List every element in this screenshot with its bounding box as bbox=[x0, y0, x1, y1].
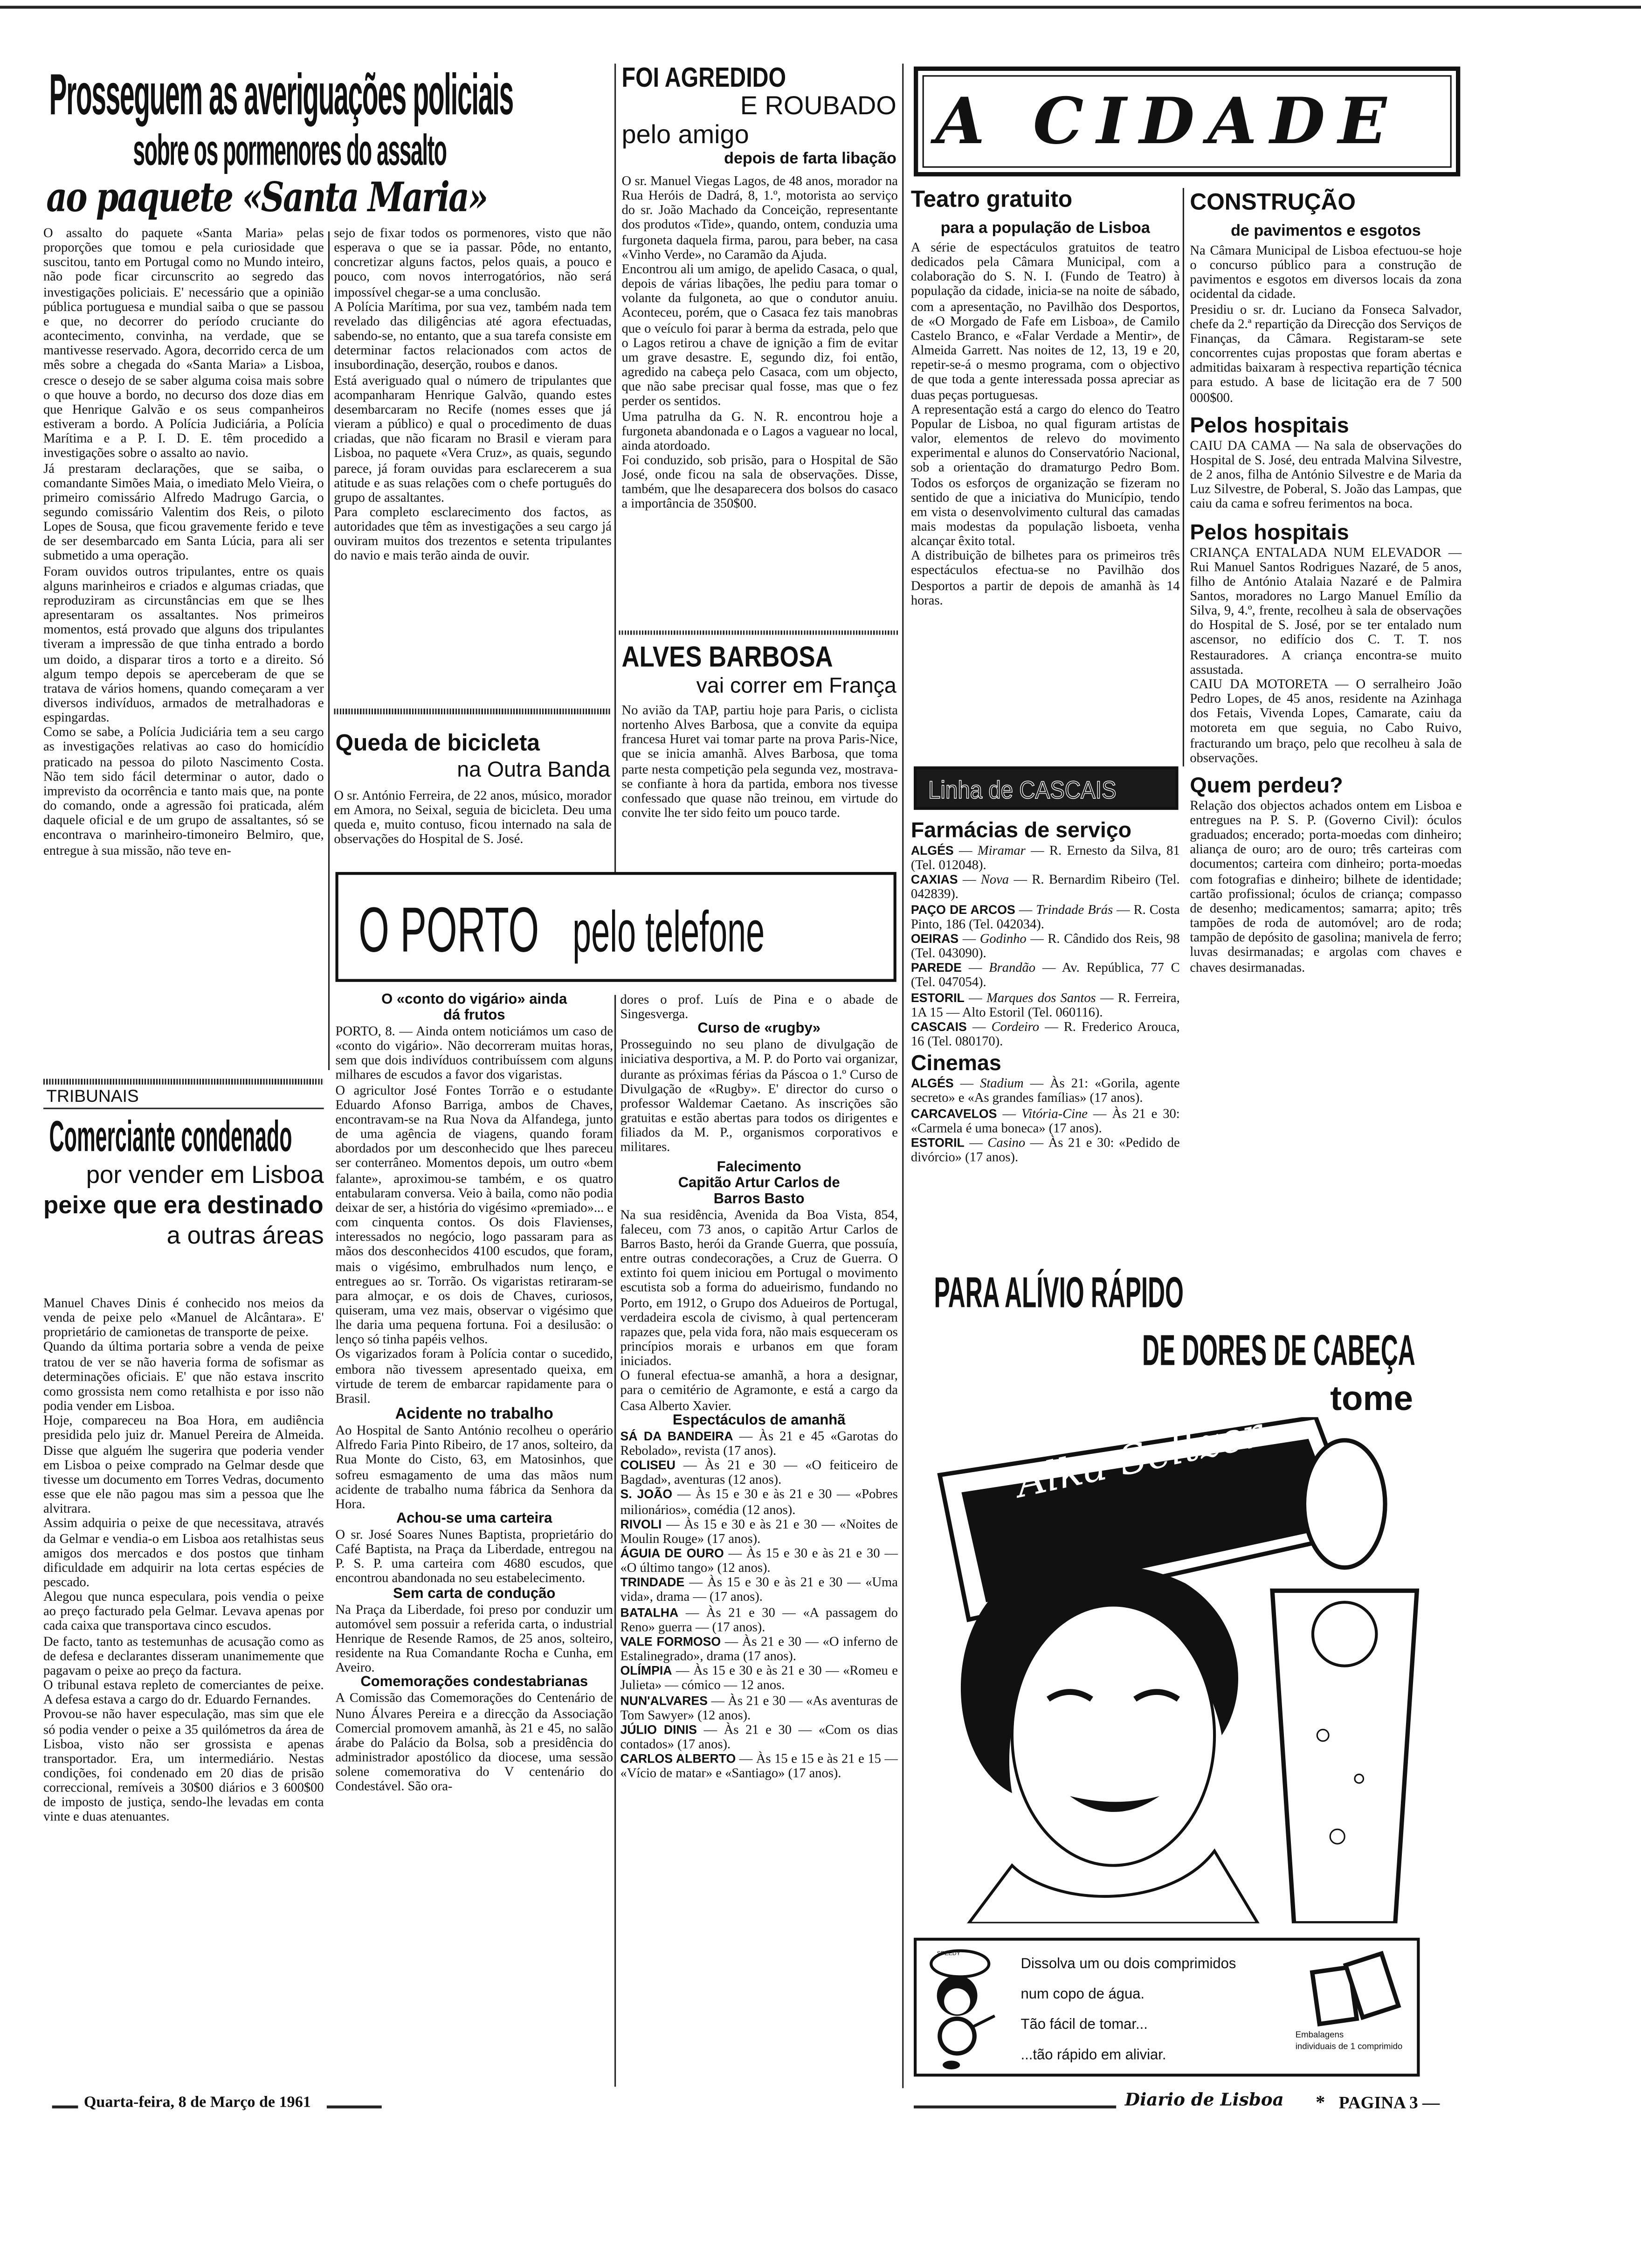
item-text: — Às 21 e 30 — «As aventuras de Tom Sawyer» (12 anos). bbox=[620, 1693, 898, 1722]
item-name: ALGÉS bbox=[910, 1076, 954, 1091]
list-item: ALGÉS — Miramar — R. Ernesto da Silva, 81 (Tel. 012048). bbox=[910, 843, 1180, 872]
item-venue: Stadium bbox=[980, 1076, 1024, 1091]
teatro-article bbox=[911, 188, 1180, 607]
ad-line-1: Dissolva um ou dois comprimidos bbox=[1020, 1957, 1236, 1973]
espectaculos-list bbox=[620, 1428, 897, 1781]
headline-line-1: Prosseguem as averiguações policiais bbox=[49, 63, 513, 127]
alka-seltzer-ad bbox=[911, 1229, 1460, 2085]
item-name: ESTORIL bbox=[910, 990, 965, 1005]
column-rule bbox=[1183, 188, 1184, 767]
footer-rule bbox=[327, 2105, 382, 2108]
item-text: — Às 15 e 30 e às 21 e 30 — «O último tango» (12 anos). bbox=[620, 1546, 898, 1575]
item-text: — Às 21 e 30 — «A passagem do Reno» guerra — (17 anos). bbox=[620, 1604, 898, 1634]
hosp1-body: CAIU DA CAMA — Na sala de observações do Hospital de S. José, deu entrada Malvina Silvestre, de 2 anos, filha de António Silvestre e de Maria da Luz Silvestre, de Poberal, S. João das Lampas, que caiu da cama e sofreu ferimentos na boca. bbox=[1190, 437, 1462, 511]
column-rule bbox=[328, 231, 330, 1070]
agredido-body: O sr. Manuel Viegas Lagos, de 48 anos, morador na Rua Heróis de Dadrá, 8, 1.º, motorista ao serviço do sr. João Machado da Conceição, representante dos produtos «Tide», quando, ontem, conduzia uma furgoneta daquela firma, parou, para beber, na casa «Vinho Verde», no Caramão da Ajuda. Encontrou ali um amigo, de apelido Casaca, o qual, depois de várias libações, lhe pediu para tomar o volante da fulgoneta, ao que o condutor anuiu. Aconteceu, porém, que o Casaca fez tais manobras que o veículo foi parar à berma da estrada, pelo que o Lagos retirou a chave de ignição a fim de evitar um grave desastre. E, segundo diz, foi então, agredido na cabeça pelo Casaca, com um objecto, que não sabe precisar qual fosse, mas que o fez perder os sentidos. Uma patrulha da G. N. R. encontrou hoje a furgoneta abandonada e o Lagos a vaguear no local, ainda atordoado. Foi conduzido, sob prisão, para o Hospital de São José, onde ficou na sala de observações. Disse, também, que lhe desaparecera dos bolsos do casaco a importância de 350$00. bbox=[621, 173, 898, 512]
porto-banner-word-2: pelo telefone bbox=[572, 901, 765, 965]
footer-rule bbox=[52, 2105, 78, 2108]
item-venue: Brandão bbox=[989, 961, 1036, 975]
divider bbox=[43, 1079, 324, 1085]
woman-face-icon bbox=[961, 1565, 1258, 1923]
item-venue: Nova bbox=[980, 872, 1009, 887]
ad-line-4: ...tão rápido em aliviar. bbox=[1020, 2047, 1166, 2064]
footer-date: Quarta-feira, 8 de Março de 1961 bbox=[83, 2094, 311, 2111]
porto-sub-acidente: Acidente no trabalho bbox=[395, 1405, 553, 1423]
item-text: — Às 15 e 30 e às 21 e 30 — «Noites de Moulin Rouge» (17 anos). bbox=[620, 1516, 898, 1546]
column-rule bbox=[614, 995, 616, 2087]
item-name: RIVOLI bbox=[620, 1516, 662, 1531]
divider bbox=[43, 1108, 324, 1109]
list-item bbox=[620, 1604, 897, 1634]
list-item bbox=[620, 1487, 897, 1516]
divider bbox=[619, 630, 899, 635]
tribunais-body: Manuel Chaves Dinis é conhecido nos meios da venda de peixe pelo «Manuel de Alcântara». E' proprietário de camionetas de transporte de peixe. Quando da última portaria sobre a venda de peixe tratou de ver se não haveria forma de sofismar as determinações oficiais. E' que não estava inscrito como grossista nem como retalhista e por isso não podia vender em Lisboa. Hoje, compareceu na Boa Hora, em audiência presidida pelo juiz dr. Manuel Pereira de Almeida. Disse que alguém lhe sugerira que poderia vender em Lisboa o peixe comprado na Gelmar desde que tivesse um documento em Torres Vedras, documento esse que ele não pagou mas sim a pessoa que lhe alvitrara. Assim adquiria o peixe de que necessitava, através da Gelmar e vendia-o em Lisboa aos retalhistas seus amigos dos mercados e dos postos que tinham dificuldade em adquirir na lota certas espécies de pescado. Alegou que nunca especulara, pois vendia o peixe ao preço facturado pela Gelmar. Levava apenas por cada caixa que transportava cinco escudos. De facto, tanto as testemunhas de acusação como as de defesa e declarantes disseram unanimemente que pagavam o peixe ao preço da factura. O tribunal estava repleto de comerciantes de peixe. A defesa estava a cargo do dr. Eduardo Fernandes. Provou-se não haver especulação, mas sim que ele só podia vender o peixe a 35 quilómetros da área de Lisboa, visto não ser grossista e apenas transportador. Era, um intermediário. Nestas condições, foi condenado em 20 dias de prisão correccional, remíveis a 30$00 diários e 3 600$00 de imposto de justiça, sendo-lhe levadas em conta vinte e duas atenuantes. bbox=[43, 1295, 324, 1825]
list-item bbox=[620, 1428, 897, 1458]
ad-instructions-box bbox=[914, 1938, 1420, 2077]
porto-sub-carteira: Achou-se uma carteira bbox=[396, 1511, 552, 1527]
item-name: VALE FORMOSO bbox=[620, 1634, 721, 1649]
item-name: CARLOS ALBERTO bbox=[620, 1751, 736, 1766]
item-text: — R. Cândido dos Reis, 98 (Tel. 043090). bbox=[910, 931, 1180, 961]
item-name: CAXIAS bbox=[910, 872, 958, 887]
cinemas-list bbox=[911, 1076, 1180, 1164]
item-venue: Godinho bbox=[979, 931, 1027, 946]
tablet-packets-icon bbox=[1307, 1950, 1408, 2031]
cascais-banner-title: Linha de CASCAIS bbox=[928, 776, 1117, 804]
porto-col-b bbox=[620, 992, 897, 2091]
perdeu-body: Relação dos objectos achados ontem em Lisboa e entregues na P. S. P. (Governo Civil): óculos graduados; encerado; porta-moedas com dinheiro; aliança de ouro; aro de ouro; três carteiras com documentos; carteira com dinheiro; porta-moedas com fotografias e dinheiro; bilhete de identidade; cartão profissional; óculos de criança; compasso de desenho; medicamentos; samarra; apito; três tampões de roda de automóvel; aro de roda; tampão de depósito de gasolina; manivela de ferro; luvas desirmanadas; e argolas com chaves e chaves desirmanadas. bbox=[1190, 798, 1462, 974]
ad-headline-2: DE DORES DE CABEÇA bbox=[1142, 1327, 1415, 1376]
agredido-title-2: E ROUBADO bbox=[740, 91, 896, 120]
list-item bbox=[620, 1546, 897, 1575]
hosp2-title: Pelos hospitais bbox=[1190, 519, 1349, 545]
footer-rule bbox=[914, 2105, 1116, 2108]
item-text: — Av. República, 77 C (Tel. 047054). bbox=[910, 961, 1180, 990]
pack-caption bbox=[1296, 2030, 1403, 2054]
top-rule bbox=[0, 6, 1641, 8]
porto-sub-conto: O «conto do vigário» ainda dá frutos bbox=[381, 992, 567, 1024]
list-item bbox=[620, 1458, 897, 1487]
teatro-title: Teatro gratuito bbox=[910, 188, 1073, 213]
item-name: BATALHA bbox=[620, 1604, 679, 1619]
item-text: — Às 21 e 30: «Pedido de divórcio» (17 anos). bbox=[910, 1134, 1180, 1164]
cascais-banner bbox=[914, 767, 1179, 810]
item-venue: Marques dos Santos bbox=[986, 990, 1096, 1005]
hosp1-title: Pelos hospitais bbox=[1190, 413, 1349, 438]
speedy-mascot-icon bbox=[925, 1946, 998, 2071]
item-name: PAREDE bbox=[910, 961, 962, 975]
santa-maria-col2: sejo de fixar todos os pormenores, visto que não esperava o que se ia passar. Pôde, no entanto, concretizar alguns factos, pelos quais, a pouco e pouco, com novos interrogatórios, não será impossível chegar-se a uma conclusão. A Polícia Marítima, por sua vez, também nada tem revelado das diligências até agora efectuadas, sabendo-se, no entanto, que a sua tarefa consiste em determinar factos relacionados com actos de insubordinação, deserção, roubos e danos. Está averiguado qual o número de tripulantes que acompanharam Henrique Galvão, quando estes desembarcaram no Recife (nomes esses que já vieram a público) e qual o procedimento de duas criadas, que não ficaram no Brasil e vieram para Lisboa, no paquete «Vera Cruz», as quais, segundo parece, já foram ouvidas para esclarecerem a sua atitude e as suas relações com o chefe português do grupo de assaltantes. Para completo esclarecimento dos factos, as autoridades que têm as investigações a seu cargo já ouviram muitos dos trezentos e setenta tripulantes do navio e mais terão ainda de ouvir. bbox=[334, 225, 612, 563]
cascais-section bbox=[911, 818, 1180, 1164]
list-item bbox=[620, 1575, 897, 1604]
farmacias-title: Farmácias de serviço bbox=[910, 818, 1132, 844]
tribunais-headline-4: a outras áreas bbox=[166, 1222, 324, 1250]
list-item: CAXIAS — Nova — R. Bernardim Ribeiro (Tel. 042839). bbox=[910, 872, 1180, 902]
list-item: CASCAIS — Cordeiro — R. Frederico Arouca, 16 (Tel. 080170). bbox=[910, 1019, 1180, 1049]
item-text: — Às 21 e 30 — «O feiticeiro de Bagdad», aventuras (12 anos). bbox=[620, 1458, 898, 1487]
construcao-title: CONSTRUÇÃO bbox=[1190, 191, 1356, 216]
construcao-article bbox=[1190, 191, 1462, 974]
item-name: SÁ DA BANDEIRA bbox=[620, 1428, 733, 1443]
item-name: JÚLIO DINIS bbox=[620, 1722, 697, 1737]
ad-tome: tome bbox=[1330, 1379, 1413, 1419]
queda-title: Queda de bicicleta bbox=[335, 732, 540, 756]
porto-carteira: O sr. José Soares Nunes Baptista, proprietário do Café Baptista, na Praça da Liberdade, entregou na P. S. P. uma carteira com 4680 escudos, que encontrou abandonada no seu estabelecimento. bbox=[335, 1527, 613, 1586]
item-text: — Às 21 e 30 — «Com os dias contados» (17 anos). bbox=[620, 1722, 898, 1751]
porto-sub-falecimento-2: Capitão Artur Carlos de Barros Basto bbox=[678, 1175, 840, 1207]
queda-body: O sr. António Ferreira, de 22 anos, músico, morador em Amora, no Seixal, seguia de bicicleta. Deu uma queda e, muito contuso, ficou internado na sala de observações do Hospital de S. José. bbox=[334, 788, 612, 847]
porto-sub-comemoracoes: Comemorações condestabrianas bbox=[360, 1675, 588, 1691]
item-text: — Às 15 e 15 e às 21 e 15 — «Vício de matar» e «Santiago» (17 anos). bbox=[620, 1751, 898, 1781]
porto-banner-word-1: O PORTO bbox=[359, 895, 539, 966]
column-rule bbox=[902, 63, 903, 2088]
item-name: ESTORIL bbox=[910, 1134, 965, 1149]
list-item bbox=[620, 1516, 897, 1546]
column-rule bbox=[614, 63, 616, 873]
item-venue: Trindade Brás bbox=[1036, 902, 1113, 917]
list-item bbox=[620, 1634, 897, 1663]
teatro-subtitle: para a população de Lisboa bbox=[940, 220, 1150, 237]
main-headline bbox=[43, 63, 610, 225]
item-name: ALGÉS bbox=[910, 843, 954, 858]
item-name: PAÇO DE ARCOS bbox=[910, 902, 1015, 917]
ad-illustration bbox=[911, 1417, 1460, 1923]
porto-rugby: Prosseguindo no seu plano de divulgação de iniciativa desportiva, a M. P. do Porto vai organizar, durante as próximas férias da Páscoa o 1.º Curso de Divulgação de «Rugby». E' director do curso o professor Waldemar Caetano. As inscrições são gratuitas e estão abertas para todos os dirigentes e filiados da M. P., organismos corporativos e militares. bbox=[620, 1037, 898, 1155]
cidade-banner bbox=[914, 67, 1460, 177]
item-venue: Cordeiro bbox=[991, 1019, 1039, 1034]
footer-star: * bbox=[1316, 2091, 1325, 2113]
item-text: — Às 21: «Gorila, agente secreto» e «As grandes famílias» (17 anos). bbox=[910, 1076, 1180, 1106]
item-name: TRINDADE bbox=[620, 1575, 685, 1590]
porto-comemoracoes: A Comissão das Comemorações do Centenário de Nuno Álvares Pereira e a direcção da Associação Comercial promovem amanhã, às 21 e 45, no salão árabe do Palácio da Bolsa, sob a presidência do administrador apostólico da diocese, uma sessão solene comemorativa do V centenário do Condestável. São ora- bbox=[335, 1691, 613, 1794]
pack-caption-2: individuais de 1 comprimido bbox=[1295, 2043, 1403, 2052]
item-text: — R. Ernesto da Silva, 81 (Tel. 012048). bbox=[910, 843, 1180, 872]
porto-conto: PORTO, 8. — Ainda ontem noticiámos um caso de «conto do vigário». Não decorreram muitas horas, sem que dois indivíduos contribuíssem com alguns milhares de escudos a favor dos vigaristas. O agricultor José Fontes Torrão e o estudante Eduardo Afonso Barriga, ambos de Chaves, encontravam-se na Rua Nova da Alfandega, junto de uma agência de viagens, quando foram abordados por um desconhecido que lhes pareceu ser conterrâneo. Momentos depois, um outro «bem falante», aproximou-se também, e os quatro entabularam conversa. Veio à baila, como não podia deixar de ser, a história do vigésimo «premiado»... e com cinquenta contos. Os dois Flavienses, interessados no negócio, logo passaram para as mãos dos desconhecidos 4100 escudos, que foram, mais o vigésimo, embrulhados num lenço, e entregues ao sr. Torrão. Os vigaristas retiraram-se para almoçar, e os dois de Chaves, curiosos, quiseram, uma vez mais, observar o vigésimo que lhe daria uma pequena fortuna. Foi a desilusão: o lenço só tinha papéis velhos. Os vigarizados foram à Polícia contar o sucedido, embora não tivessem apresentado queixa, em virtude de terem de embarcar rapidamente para o Brasil. bbox=[335, 1023, 613, 1406]
list-item: ALGÉS — Stadium — Às 21: «Gorila, agente secreto» e «As grandes famílias» (17 anos). bbox=[910, 1076, 1180, 1106]
hosp2-body: CRIANÇA ENTALADA NUM ELEVADOR — Rui Manuel Santos Rodrigues Nazaré, de 5 anos, filho de António Atalaia Nazaré e de Palmira Santos, moradores no Largo Manuel Emílio da Silva, 9, 4.º, frente, recolheu à sala de observações do Hospital de S. José, por se ter entalado num ascensor, no edifício dos C. T. T. nos Restauradores. A criança encontra-se muito assustada. CAIU DA MOTORETA — O serralheiro João Pedro Lopes, de 45 anos, residente na Azinhaga dos Fetais, Vivenda Lopes, Camarate, caiu da motoreta em que seguia, no Cabo Ruivo, fracturando um braço, pelo que recolheu à sala de observações. bbox=[1190, 544, 1462, 765]
item-venue: Miramar bbox=[977, 843, 1026, 858]
item-text: — Às 21 e 45 «Garotas do Rebolado», revista (17 anos). bbox=[620, 1428, 898, 1458]
construcao-subtitle: de pavimentos e esgotos bbox=[1231, 222, 1421, 240]
construcao-body: Na Câmara Municipal de Lisboa efectuou-se hoje o concurso público para a construção de pavimentos e esgotos em diversos locais da zona ocidental da cidade. Presidiu o sr. dr. Luciano da Fonseca Salvador, chefe da 2.ª repartição da Direcção dos Serviços de Finanças, da Câmara. Registaram-se sete concorrentes cujas propostas que foram abertas e admitidas baixaram à respectiva repartição técnica para estudo. A base de licitação era de 7 500 000$00. bbox=[1190, 243, 1462, 405]
item-text: — Às 15 e 30 e às 21 e 30 — «Uma vida», drama — (17 anos). bbox=[620, 1575, 898, 1604]
item-venue: Vitória-Cine bbox=[1021, 1105, 1088, 1120]
alves-subtitle: vai correr em França bbox=[696, 674, 896, 698]
item-text: — Às 15 e 30 e às 21 e 30 — «Pobres milionários», comédia (12 anos). bbox=[620, 1487, 898, 1516]
item-name: ÁGUIA DE OURO bbox=[620, 1546, 724, 1561]
item-text: — R. Frederico Arouca, 16 (Tel. 080170). bbox=[910, 1019, 1180, 1049]
footer-page-number: PAGINA 3 — bbox=[1338, 2092, 1440, 2113]
santa-maria-col1: O assalto do paquete «Santa Maria» pelas proporções que tomou e pela curiosidade que suscitou, tanto em Portugal como no Mundo inteiro, não pode ficar circunscrito ao segredo das investigações policiais. E' necessário que a opinião pública portuguesa e mundial saiba o que se passou e que, no decorrer do período cruciante do acontecimento, convinha, na verdade, que se mantivesse reservado. Agora, decorrido cerca de um mês sobre a chegada do «Santa Maria» a Lisboa, cresce o desejo de se saber alguma coisa mais sobre o que houve a bordo, no decurso dos doze dias em que Henrique Galvão e os seus companheiros estiveram a bordo. A Polícia Judiciária, a Polícia Marítima e a P. I. D. E. têm procedido a investigações sobre o assalto ao navio. Já prestaram declarações, que se saiba, o comandante Simões Maia, o imediato Melo Vieira, o primeiro comissário Alfredo Madrugo Garcia, o segundo comissário Valentim dos Reis, o piloto Lopes de Sousa, que ficou gravemente ferido e teve de ser desembarcado em Santa Lúcia, para ali ser submetido a uma operação. Foram ouvidos outros tripulantes, entre os quais alguns marinheiros e criados e algumas criadas, que reproduziram as circunstâncias em que se lhes apresentaram os assaltantes. Nos primeiros momentos, está provado que alguns dos tripulantes tiveram a impressão de que tinha entrado a bordo um doido, a disparar tiros a torto e a direito. Só algum tempo depois se aperceberam de que se tratava de vários homens, quando começaram a ver diversos indivíduos, armados de metralhadoras e espingardas. Como se sabe, a Polícia Judiciária tem a seu cargo as investigações relativas ao caso do homicídio praticado na pessoa do piloto Nascimento Costa. Não tem sido fácil determinar o autor, dado o imprevisto da ocorrência e tanto mais que, na ponte do comando, onde a agressão foi praticada, além daquele oficial e de um grupo de assaltantes, só se encontrava o marinheiro-timoneiro Belmiro, que, entregue à sua missão, não teve en- bbox=[43, 225, 324, 857]
list-item bbox=[620, 1751, 897, 1781]
teatro-body: A série de espectáculos gratuitos de teatro dedicados pela Câmara Municipal, com a colaboração do S. N. I. (Fundo de Teatro) à população da cidade, inicia-se na noite de sábado, com a apresentação, no Pavilhão dos Desportos, de «O Morgado de Fafe em Lisboa», de Camilo Castelo Branco, e «Falar Verdade a Mentir», de Almeida Garrett. Nas noites de 12, 13, 19 e 20, repetir-se-á o mesmo programa, com o objectivo de que toda a gente interessada possa apreciar as duas peças portuguesas. A representação está a cargo do elenco do Teatro Popular de Lisboa, no qual figuram artistas de valor, elementos de relevo do movimento experimental e alunos do Conservatório Nacional, sob a orientação do dramaturgo Pedro Bom. Todos os esforços de organização se fizeram no sentido de que a iniciativa do Município, tendo em vista o desenvolvimento cultural das camadas mais modestas da população lisboeta, venha alcançar êxito total. A distribuição de bilhetes para os primeiros três espectáculos efectua-se no Pavilhão dos Desportos a partir de depois de amanhã às 14 horas. bbox=[910, 240, 1180, 607]
ad-headline-1: PARA ALÍVIO RÁPIDO bbox=[934, 1269, 1184, 1318]
headline-line-2: sobre os pormenores do assalto bbox=[133, 127, 447, 175]
item-text: — Às 21 e 30 — «O inferno de Estalinegrado», drama (17 anos). bbox=[620, 1634, 898, 1663]
agredido-subtitle: depois de farta libação bbox=[724, 150, 896, 168]
tribunais-headline-3: peixe que era destinado bbox=[43, 1191, 324, 1219]
tribunais-subheadline bbox=[43, 1160, 324, 1251]
tribunais-label: TRIBUNAIS bbox=[46, 1086, 139, 1106]
porto-carta: Na Praça da Liberdade, foi preso por conduzir um automóvel sem possuir a referida carta, o industrial Henrique de Resende Ramos, de 25 anos, solteiro, residente na Rua Comandante Rocha e Cunha, em Aveiro. bbox=[335, 1602, 613, 1675]
ad-line-2: num copo de água. bbox=[1020, 1987, 1145, 2003]
porto-col-a bbox=[336, 992, 613, 1794]
glass-icon bbox=[1272, 1590, 1417, 1923]
alves-body: No avião da TAP, partiu hoje para Paris, o ciclista nortenho Alves Barbosa, que a convite da equipa francesa Huret vai tomar parte na prova Paris-Nice, que se inicia amanhã. Alves Barbosa, que toma parte nesta competição pela segunda vez, mostrava-se confiante à hora da partida, embora nos tivesse confessado que quase não treinou, em virtude do convite lhe ter sido feito um pouco tarde. bbox=[621, 703, 898, 820]
agredido-title-3: pelo amigo bbox=[621, 120, 749, 149]
item-venue: Casino bbox=[987, 1134, 1026, 1149]
item-name: COLISEU bbox=[620, 1458, 676, 1473]
mascot-hat-label: SPEEDY bbox=[937, 1949, 960, 1957]
porto-sub-rugby: Curso de «rugby» bbox=[697, 1021, 821, 1037]
tribunais-headline-2: por vender em Lisboa bbox=[86, 1161, 324, 1189]
cidade-banner-title: A CIDADE bbox=[935, 85, 1400, 159]
item-name: NUN'ALVARES bbox=[620, 1693, 708, 1708]
porto-falecimento: Na sua residência, Avenida da Boa Vista, 854, faleceu, com 73 anos, o capitão Artur Carlos de Barros Basto, herói da Grande Guerra, que possuía, entre outras condecorações, a Cruz de Guerra. O extinto foi quem iniciou em Portugal o movimento escutista sob a forma do adueirismo, fundando no Porto, em 1912, o Grupo dos Adueiros de Portugal, verdadeira escola de civismo, à qual pertenceram rapazes que, pela vida fora, não mais esqueceram os princípios morais e urbanos em que foram iniciados. O funeral efectua-se amanhã, a hora a designar, para o cemitério de Agramonte, e está a cargo da Casa Alberto Xavier. bbox=[620, 1207, 898, 1412]
perdeu-title: Quem perdeu? bbox=[1190, 773, 1343, 798]
item-text: — R. Bernardim Ribeiro (Tel. 042839). bbox=[910, 872, 1180, 902]
list-item bbox=[620, 1693, 897, 1722]
item-name: OEIRAS bbox=[910, 931, 959, 946]
ad-line-3: Tão fácil de tomar... bbox=[1020, 2017, 1148, 2033]
pack-caption-1: Embalagens bbox=[1295, 2032, 1344, 2040]
item-name: OLÍMPIA bbox=[620, 1663, 672, 1678]
list-item bbox=[620, 1722, 897, 1751]
ad-brand: Alka-Seltzer bbox=[1012, 1408, 1267, 1507]
farmacias-list bbox=[911, 843, 1180, 1049]
item-name: CARCAVELOS bbox=[910, 1105, 997, 1120]
list-item: ESTORIL — Casino — Às 21 e 30: «Pedido de divórcio» (17 anos). bbox=[910, 1134, 1180, 1164]
queda-subtitle: na Outra Banda bbox=[457, 758, 610, 782]
porto-sub-espectaculos: Espectáculos de amanhã bbox=[672, 1412, 846, 1429]
agredido-title-1: FOI AGREDIDO bbox=[621, 63, 786, 94]
item-text: — Às 15 e 30 e às 21 e 30 — «Romeu e Julieta» — cómico — 12 anos. bbox=[620, 1663, 898, 1693]
ad-instructions bbox=[1021, 1950, 1236, 2071]
list-item: OEIRAS — Godinho — R. Cândido dos Reis, 98 (Tel. 043090). bbox=[910, 931, 1180, 961]
porto-acidente: Ao Hospital de Santo António recolheu o operário Alfredo Faria Pinto Ribeiro, de 17 anos, solteiro, da Rua Monte do Cisto, 63, em Matosinhos, que sofreu esmagamento de uma das mãos num acidente de trabalho numa fábrica da Senhora da Hora. bbox=[335, 1423, 613, 1511]
alves-title: ALVES BARBOSA bbox=[621, 642, 833, 674]
item-text: — R. Costa Pinto, 186 (Tel. 042034). bbox=[910, 902, 1180, 931]
item-name: S. JOÃO bbox=[620, 1487, 673, 1502]
porto-sub-carta: Sem carta de condução bbox=[393, 1585, 556, 1602]
list-item: PAÇO DE ARCOS — Trindade Brás — R. Costa Pinto, 186 (Tel. 042034). bbox=[910, 902, 1180, 931]
porto-sub-falecimento: Falecimento bbox=[717, 1159, 801, 1175]
headline-line-3: ao paquete «Santa Maria» bbox=[46, 173, 487, 221]
item-text: — Às 21 e 30: «Carmela é uma boneca» (17 anos). bbox=[910, 1105, 1180, 1135]
divider bbox=[334, 709, 611, 714]
list-item: ESTORIL — Marques dos Santos — R. Ferreira, 1A 15 — Alto Estoril (Tel. 060116). bbox=[910, 990, 1180, 1019]
item-text: — R. Ferreira, 1A 15 — Alto Estoril (Tel. 060116). bbox=[910, 990, 1180, 1019]
list-item: PAREDE — Brandão — Av. República, 77 C (Tel. 047054). bbox=[910, 961, 1180, 990]
tribunais-headline-1: Comerciante condenado bbox=[49, 1113, 292, 1162]
porto-comemoracoes-cont: dores o prof. Luís de Pina e o abade de Singesverga. bbox=[620, 992, 898, 1022]
porto-banner bbox=[336, 872, 896, 982]
item-name: CASCAIS bbox=[910, 1019, 967, 1034]
cinemas-title: Cinemas bbox=[910, 1051, 1001, 1076]
list-item: CARCAVELOS — Vitória-Cine — Às 21 e 30: «Carmela é uma boneca» (17 anos). bbox=[910, 1105, 1180, 1135]
list-item bbox=[620, 1663, 897, 1693]
footer-paper-name: Diario de Lisboa bbox=[1124, 2089, 1284, 2110]
